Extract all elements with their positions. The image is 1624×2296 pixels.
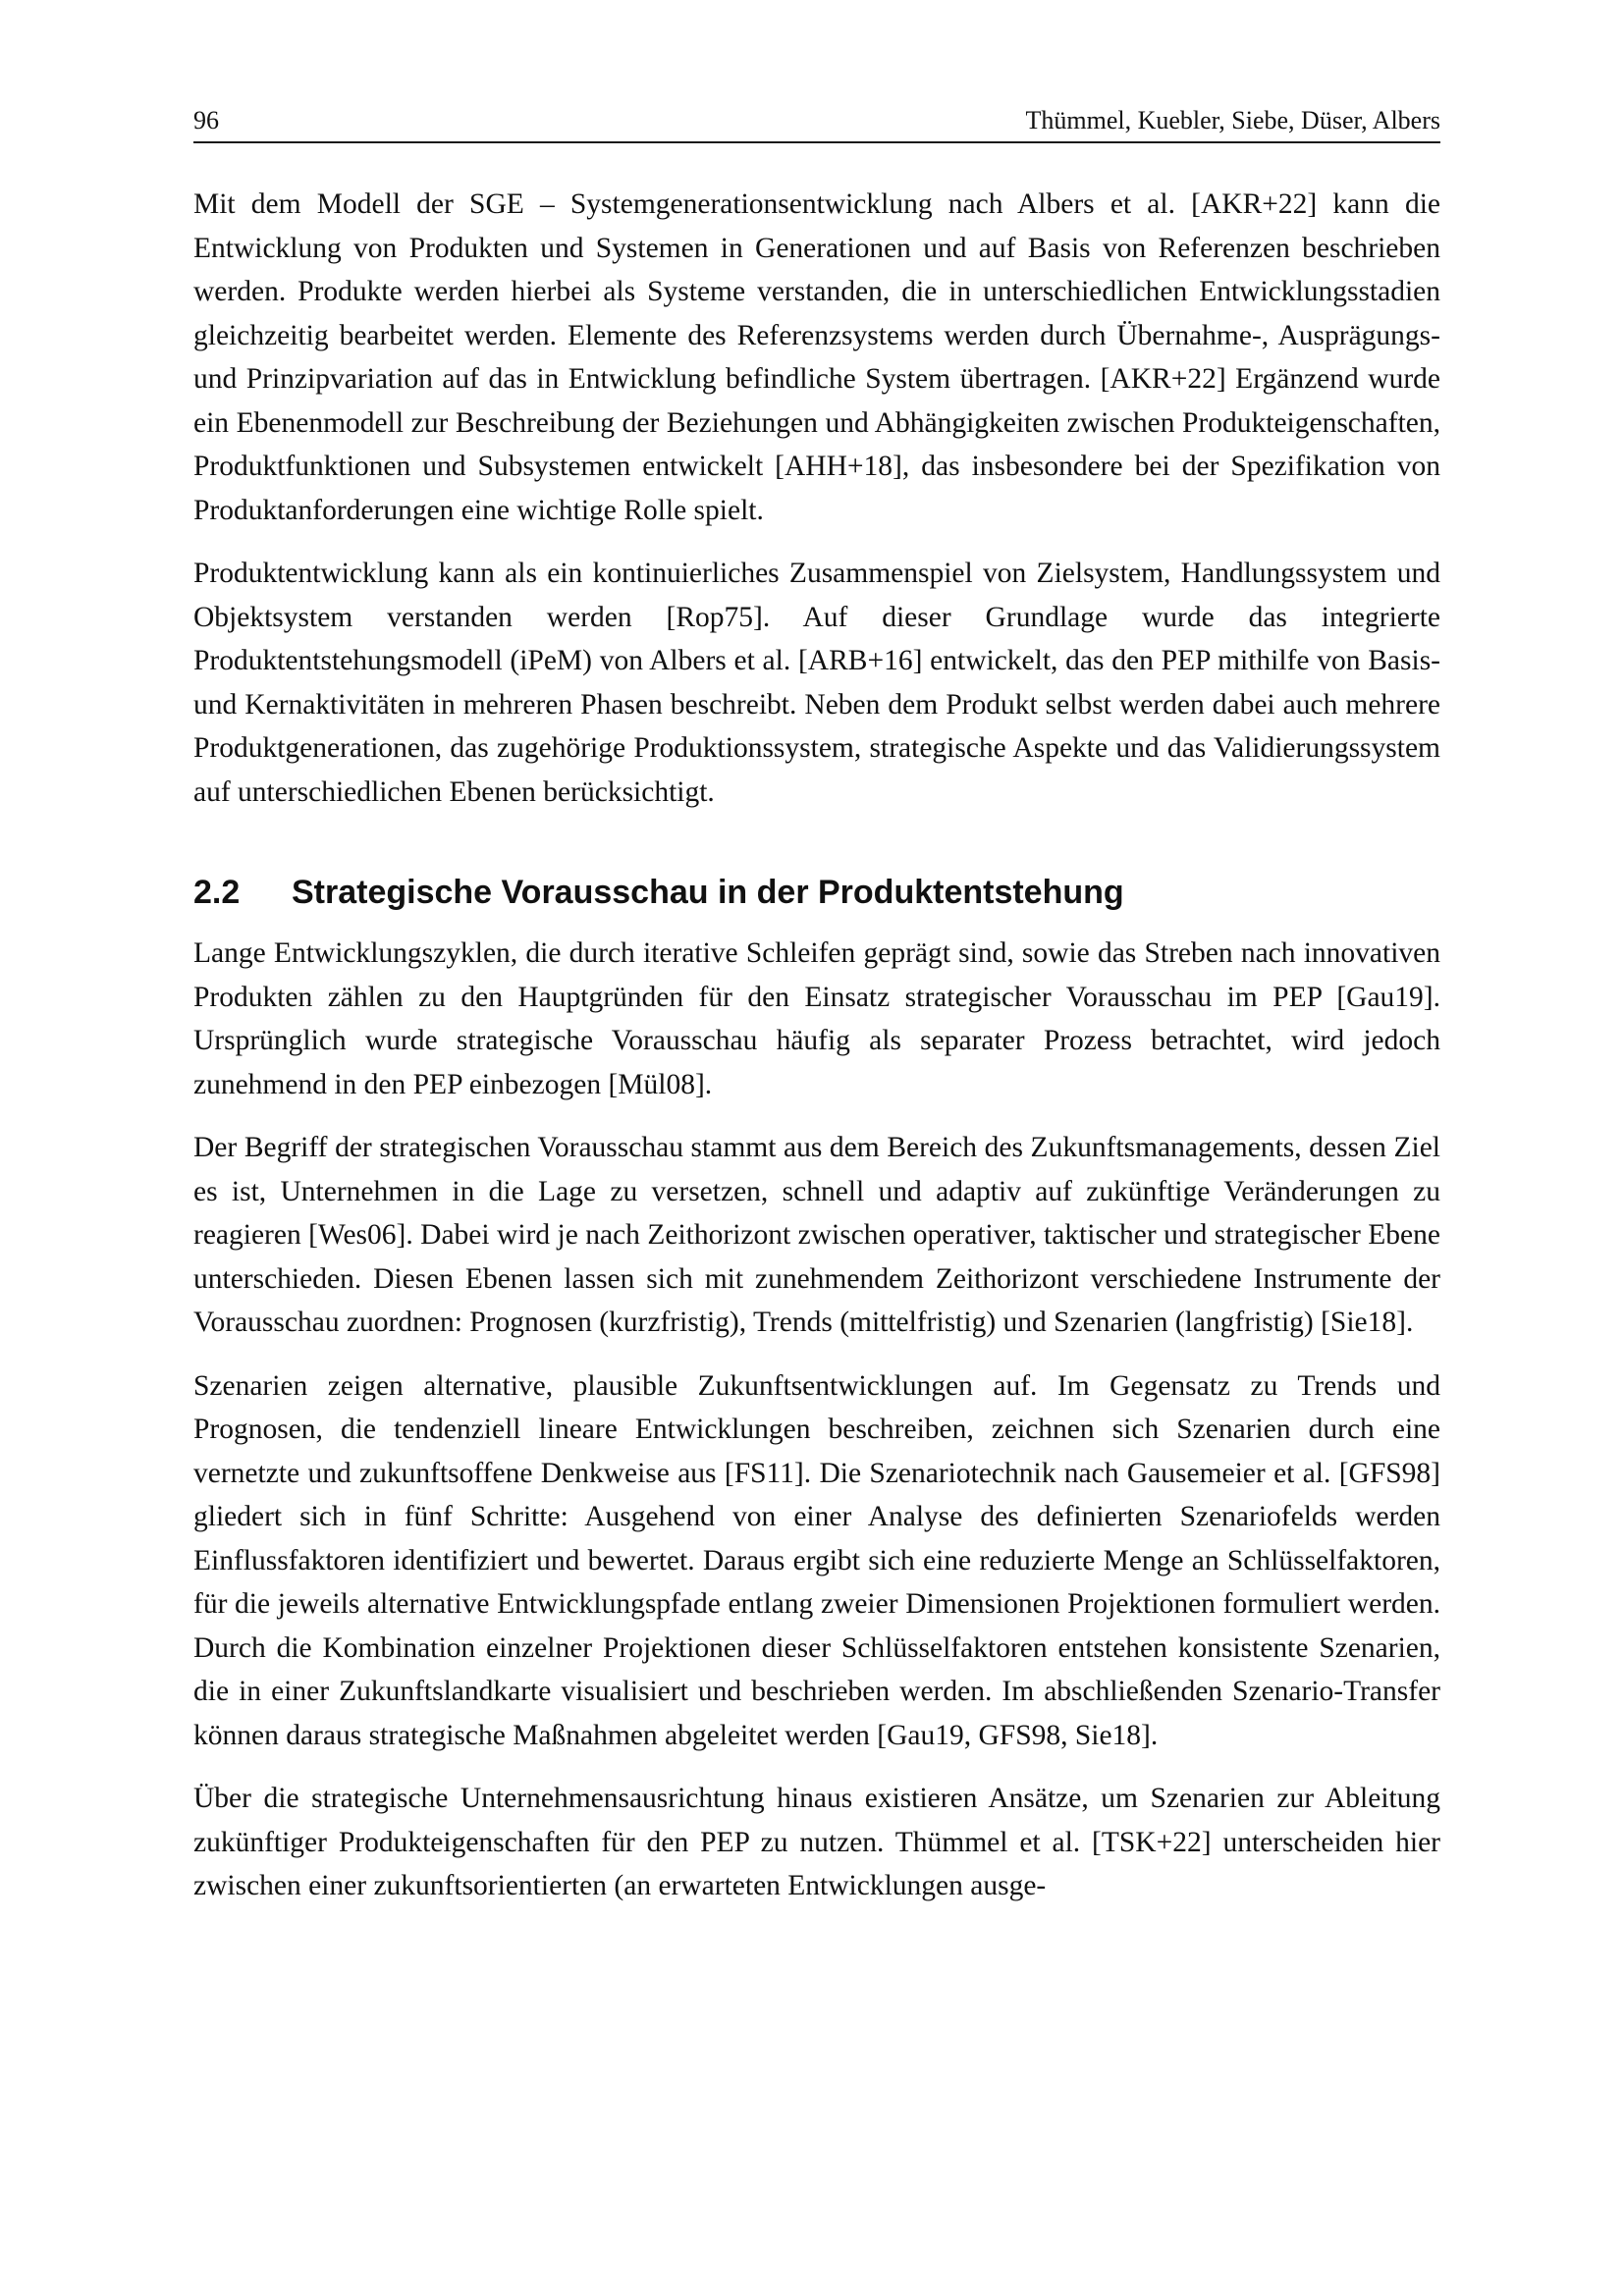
paragraph: Mit dem Modell der SGE – Systemgenerationsentwicklung nach Albers et al. [AKR+22] kann die Entwicklung von Produkten und Systemen in Generationen und auf Basis von Referenzen beschrieben werden. Produkte werden hierbei als Systeme verstanden, die in unterschiedlichen Entwicklungsstadien gleichzeitig bearbeitet werden. Elemente des Referenzsystems werden durch Übernahme-, Ausprägungs- und Prinzipvariation auf das in Entwicklung befindliche System übertragen. [AKR+22] Ergänzend wurde ein Ebenenmodell zur Beschreibung der Beziehungen und Abhängigkeiten zwischen Produkteigenschaften, Produktfunktionen und Subsystemen entwickelt [AHH+18], das insbesondere bei der Spezifikation von Produktanforderungen eine wichtige Rolle spielt. — [193, 188, 1440, 526]
paragraph: Über die strategische Unternehmensausrichtung hinaus existieren Ansätze, um Szenarien zur Ableitung zukünftiger Produkteigenschaften für den PEP zu nutzen. Thümmel et al. [TSK+22] unterscheiden hier zwischen einer zukunftsorientierten (an erwarteten Entwicklungen ausge- — [193, 1783, 1440, 1901]
section-title: Strategische Vorausschau in der Produktentstehung — [292, 874, 1124, 911]
paragraph: Der Begriff der strategischen Vorausschau stammt aus dem Bereich des Zukunftsmanagements, dessen Ziel es ist, Unternehmen in die Lage zu versetzen, schnell und adaptiv auf zukünftige Veränderungen zu reagieren [Wes06]. Dabei wird je nach Zeithorizont zwischen operativer, taktischer und strategischer Ebene unterschieden. Diesen Ebenen lassen sich mit zunehmendem Zeithorizont verschiedene Instrumente der Vorausschau zuordnen: Prognosen (kurzfristig), Trends (mittelfristig) und Szenarien (langfristig) [Sie18]. — [193, 1132, 1440, 1338]
running-header — [193, 106, 1440, 143]
running-header-authors: Thümmel, Kuebler, Siebe, Düser, Albers — [1025, 106, 1440, 134]
body-text — [193, 183, 1440, 1908]
paragraph: Produktentwicklung kann als ein kontinuierliches Zusammenspiel von Zielsystem, Handlungssystem und Objektsystem verstanden werden [Rop75]. Auf dieser Grundlage wurde das integrierte Produktentstehungsmodell (iPeM) von Albers et al. [ARB+16] entwickelt, das den PEP mithilfe von Basis- und Kernaktivitäten in mehreren Phasen beschreibt. Neben dem Produkt selbst werden dabei auch mehrere Produktgenerationen, das zugehörige Produktionssystem, strategische Aspekte und das Validierungssystem auf unterschiedlichen Ebenen berücksichtigt. — [193, 558, 1440, 808]
section-heading — [193, 871, 1440, 914]
page-number: 96 — [193, 106, 219, 134]
paragraph: Lange Entwicklungszyklen, die durch iterative Schleifen geprägt sind, sowie das Streben nach innovativen Produkten zählen zu den Hauptgründen für den Einsatz strategischer Vorausschau im PEP [Gau19]. Ursprünglich wurde strategische Vorausschau häufig als separater Prozess betrachtet, wird jedoch zunehmend in den PEP einbezogen [Mül08]. — [193, 937, 1440, 1100]
page — [193, 106, 1440, 1928]
paragraph: Szenarien zeigen alternative, plausible Zukunftsentwicklungen auf. Im Gegensatz zu Trends und Prognosen, die tendenziell lineare Entwicklungen beschreiben, zeichnen sich Szenarien durch eine vernetzte und zukunftsoffene Denkweise aus [FS11]. Die Szenariotechnik nach Gausemeier et al. [GFS98] gliedert sich in fünf Schritte: Ausgehend von einer Analyse des definierten Szenariofelds werden Einflussfaktoren identifiziert und bewertet. Daraus ergibt sich eine reduzierte Menge an Schlüsselfaktoren, für die jeweils alternative Entwicklungspfade entlang zweier Dimensionen Projektionen formuliert werden. Durch die Kombination einzelner Projektionen dieser Schlüsselfaktoren entstehen konsistente Szenarien, die in einer Zukunftslandkarte visualisiert und beschrieben werden. Im abschließenden Szenario-Transfer können daraus strategische Maßnahmen abgeleitet werden [Gau19, GFS98, Sie18]. — [193, 1369, 1440, 1751]
section-number: 2.2 — [193, 874, 241, 911]
